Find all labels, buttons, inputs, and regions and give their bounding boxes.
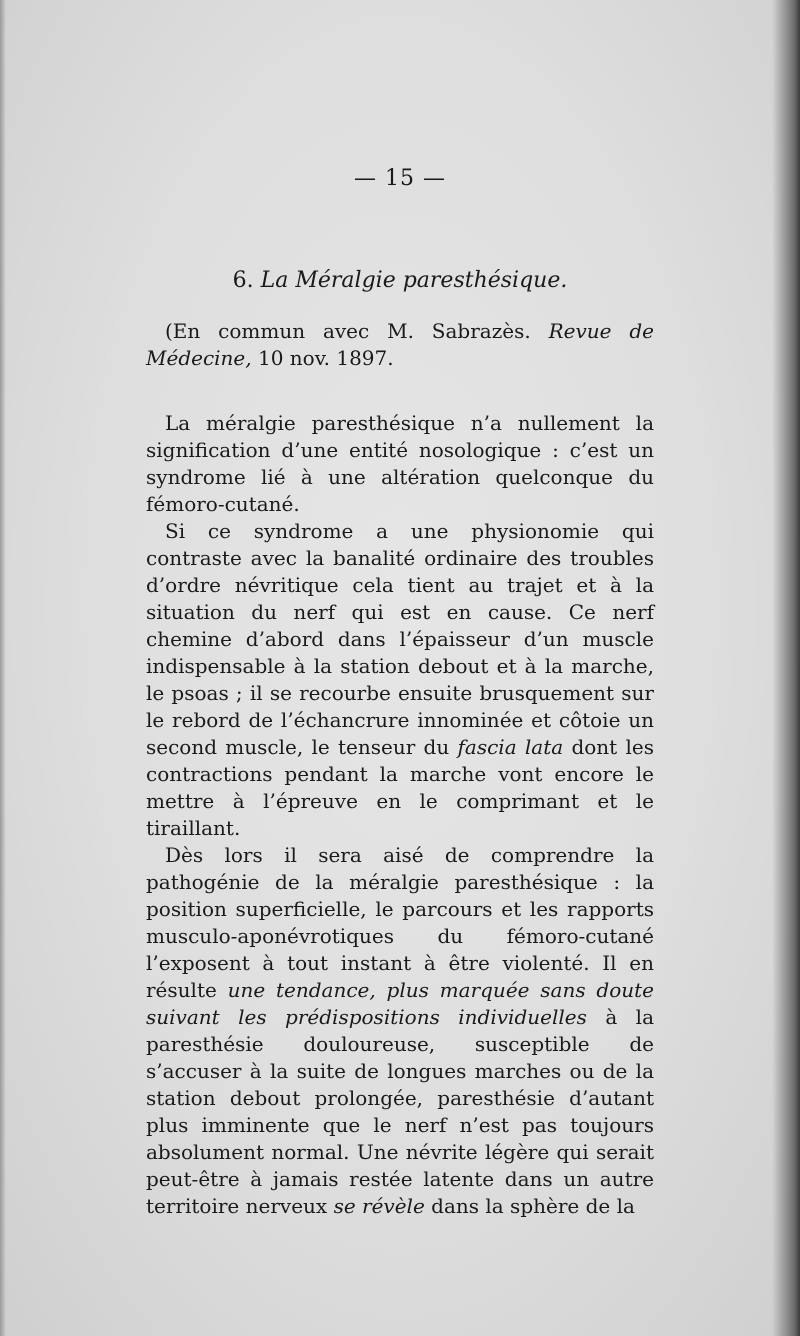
paragraph: [146, 842, 654, 1220]
paragraph: [146, 518, 654, 842]
citation-journal: Revue de Médecine,: [146, 319, 654, 370]
text-segment: Dès lors il sera aisé de comprendre la pathogénie de la méralgie paresthésique : la position superficielle, le parcours et les rapports musculo-aponévrotiques du fémoro-cutané l’exposent à tout instant à être violenté. Il en résulte: [146, 843, 654, 1002]
paragraph: [146, 410, 654, 518]
citation: [146, 318, 654, 372]
citation-lead: (En commun avec M. Sabrazès.: [165, 319, 549, 343]
section-title: La Méralgie paresthésique.: [260, 268, 568, 293]
text-segment: dont les contractions pendant la marche vont encore le mettre à l’épreuve en le comprimant et le tiraillant.: [146, 735, 654, 840]
page-edge-right: [772, 0, 800, 1336]
italic-text: se révèle: [333, 1194, 425, 1218]
section-number: 6.: [232, 268, 254, 293]
italic-text: fascia lata: [457, 735, 564, 759]
text-segment: dans la sphère de la: [424, 1194, 635, 1218]
page-number: — 15 —: [354, 166, 446, 191]
text-segment: La méralgie paresthésique n’a nullement la signification d’une entité nosologique : c’est un syndrome lié à une altération quelconque du fémoro-cutané.: [146, 411, 654, 516]
body-text: [146, 410, 654, 1220]
section-heading: [0, 268, 800, 293]
citation-date: 10 nov. 1897.: [251, 346, 394, 370]
text-segment: Si ce syndrome a une physionomie qui contraste avec la banalité ordinaire des troubles d’ordre névritique cela tient au trajet et à la situation du nerf qui est en cause. Ce nerf chemine d’abord dans l’épaisseur d’un muscle indispensable à la station debout et à la marche, le psoas ; il se recourbe ensuite brusquement sur le rebord de l’échancrure innominée et côtoie un second muscle, le tenseur du: [146, 519, 654, 759]
text-segment: à la paresthésie douloureuse, susceptible de s’accuser à la suite de longues marches ou de la station debout prolongée, paresthésie d’autant plus imminente que le nerf n’est pas toujours absolument normal. Une névrite légère qui serait peut-être à jamais restée latente dans un autre territoire nerveux: [146, 1005, 654, 1218]
italic-text: une tendance, plus marquée sans doute suivant les prédispositions individuelles: [146, 978, 655, 1029]
page-edge-left: [0, 0, 6, 1336]
